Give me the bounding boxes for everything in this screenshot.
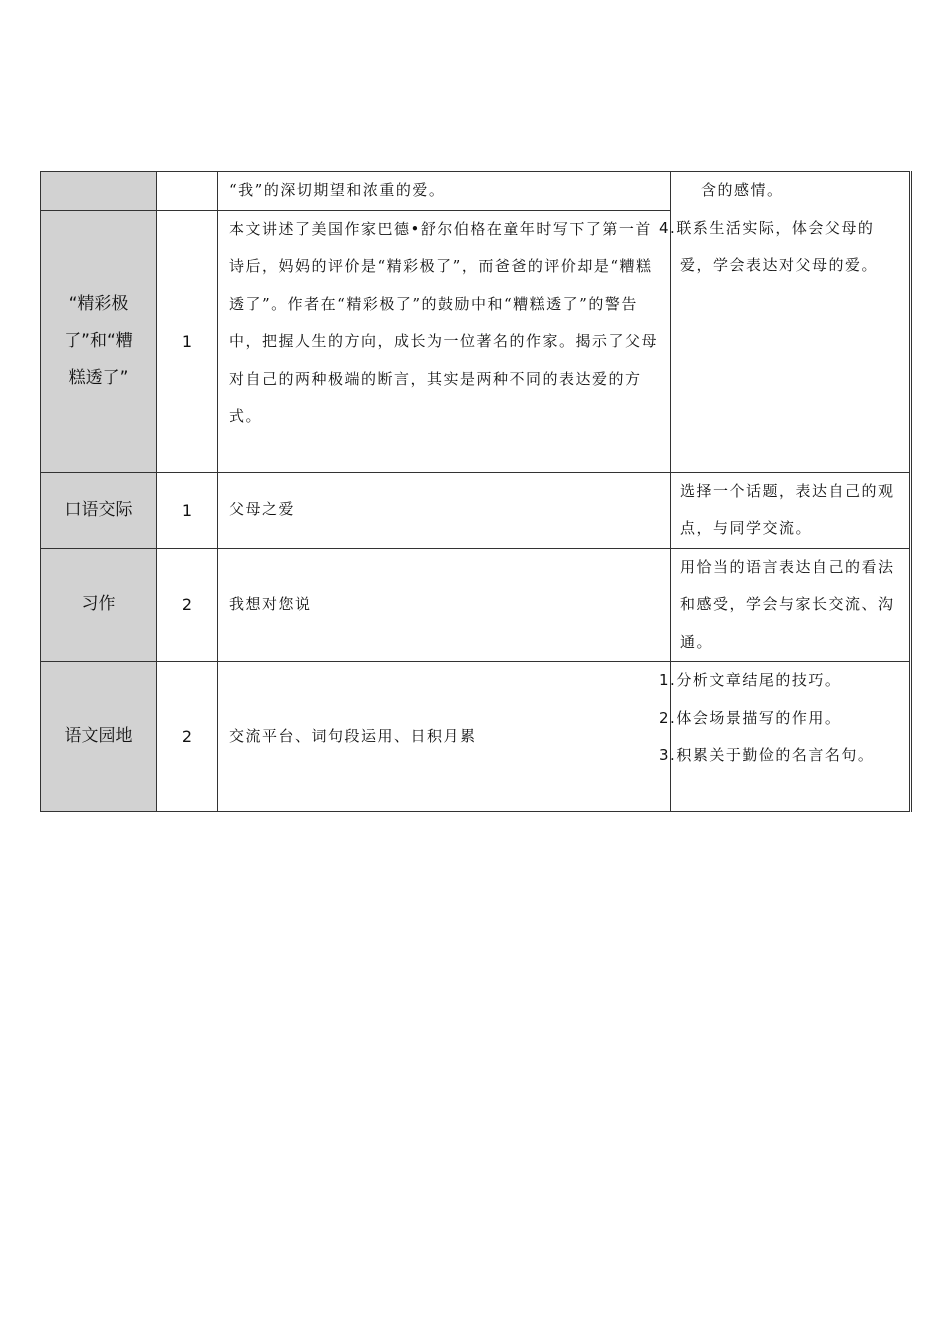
content-text: 父母之爱: [229, 500, 296, 519]
table-row: [41, 662, 911, 812]
content-cell: [218, 662, 671, 812]
goal-cell: [671, 472, 911, 548]
lesson-plan-table: [40, 171, 912, 812]
content-cell: [218, 210, 671, 472]
goal-cell: [659, 662, 911, 812]
goal-item: 4.联系生活实际，体会父母的爱，学会表达对父母的爱。: [659, 218, 879, 274]
hours-cell: 1: [157, 210, 218, 472]
hours-cell: 2: [157, 548, 218, 662]
goal-text: 用恰当的语言表达自己的看法和感受，学会与家长交流、沟通。: [680, 557, 895, 651]
goal-item: 1.分析文章结尾的技巧。: [659, 671, 842, 689]
content-text: 交流平台、词句段运用、日积月累: [229, 726, 477, 745]
unit-title-line: “精彩极: [68, 293, 129, 314]
table-row: [41, 548, 911, 662]
content-text: 我想对您说: [229, 595, 312, 613]
unit-title-cell: 习作: [41, 548, 157, 662]
unit-title-line: 了”和“糟: [64, 330, 133, 351]
hours-cell: [157, 172, 218, 211]
content-text: 本文讲述了美国作家巴德•舒尔伯格在童年时写下了第一首诗后，妈妈的评价是“精彩极了”，而爸爸的评价却是“糟糕透了”。作者在“精彩极了”的鼓励中和“糟糕透了”的警告中，把握人生的方向，成长为一位著名的作家。揭示了父母对自己的两种极端的断言，其实是两种不同的表达爱的方式。: [229, 219, 659, 425]
unit-title-line: 糕透了”: [68, 367, 129, 388]
hours-cell: 2: [157, 662, 218, 812]
table-row: [41, 172, 911, 211]
unit-title-cell: [41, 172, 157, 211]
goal-item: 2.体会场景描写的作用。: [659, 708, 842, 727]
goal-item: 3.积累关于勤俭的名言名句。: [659, 746, 875, 764]
content-text: “我”的深切期望和浓重的爱。: [229, 181, 446, 199]
table-row: [41, 472, 911, 548]
unit-title-cell: 语文园地: [41, 662, 157, 812]
goal-cell: [659, 172, 911, 473]
content-cell: [218, 172, 671, 211]
content-cell: [218, 472, 671, 548]
hours-cell: 1: [157, 472, 218, 548]
unit-title-cell: [41, 210, 157, 472]
goal-continuation-text: 含的感情。: [701, 181, 784, 199]
content-cell: [218, 548, 671, 662]
goal-text: 选择一个话题，表达自己的观点，与同学交流。: [680, 481, 895, 537]
goal-cell: [671, 548, 911, 662]
unit-title-cell: 口语交际: [41, 472, 157, 548]
